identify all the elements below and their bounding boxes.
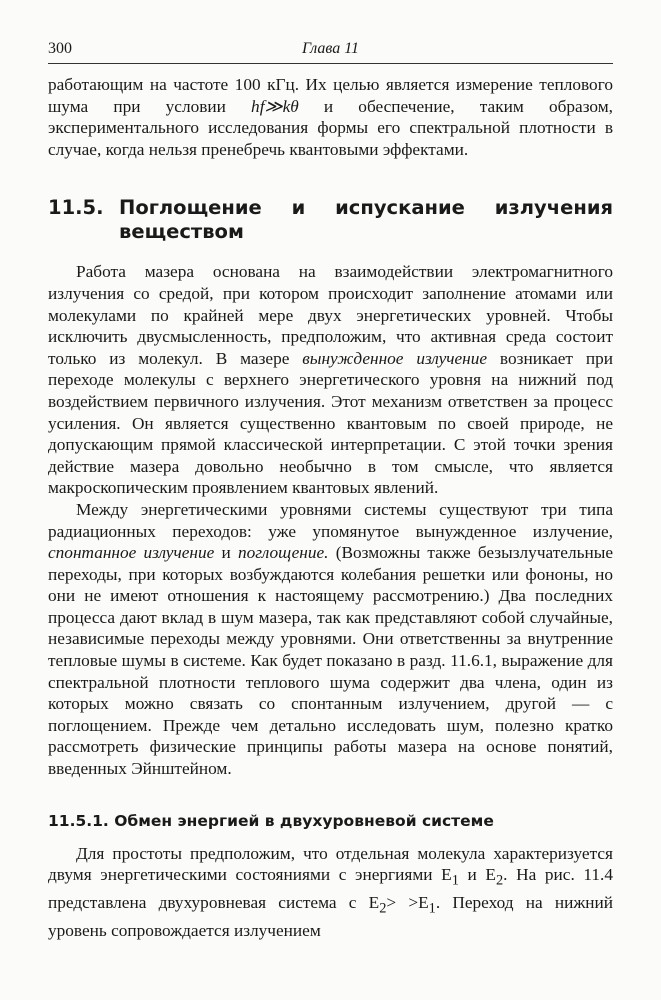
intro-paragraph	[48, 74, 613, 160]
text-run: Для простоты предположим, что отдельная молекула характеризуется двумя энергетическими состояниями с энергиями E	[48, 843, 613, 885]
section-heading	[48, 196, 613, 244]
subscript: 2	[495, 872, 504, 889]
text-run: (Возможны также безызлучательные переходы, при которых возбуждаются колебания решетки или фононы, но они не имеют отношения к настоящему рассмотрению.) Два последних процесса дают вклад в шум мазера, так как представляют собой случайные, независимые переходы между уровнями. Они ответственны за внутренние тепловые шумы в системе. Как будет показано в разд. 11.6.1, выражение для спектральной плотности теплового шума содержит два члена, один из которых можно связать со спонтанным излучением, другой — с поглощением. Прежде чем детально исследовать шум, полезно кратко рассмотреть физические принципы работы мазера на основе понятий, введенных Эйнштейном.	[48, 543, 613, 779]
text-run: работающим на частоте 100 кГц. Их целью является измерение теплового шума при условии	[48, 75, 613, 116]
text-run: и E	[458, 865, 496, 885]
paragraph-two-level-system	[48, 843, 613, 942]
text-run: . Переход на нижний уровень сопровождается излучением	[48, 893, 614, 941]
text-run: Между энергетическими уровнями системы существуют три типа радиационных переходов: уже упомянутое вынужденное излучение,	[48, 499, 613, 541]
emphasis-term: спонтанное излучение	[48, 543, 215, 563]
text-run: > >E	[386, 893, 429, 913]
paragraph-radiative-transitions	[48, 499, 613, 780]
paragraph-maser-principle	[48, 261, 613, 499]
header-rule	[48, 63, 613, 64]
section-title: Поглощение и испускание излучения веществом	[119, 196, 613, 244]
text-run: . На рис. 11.4 представлена двухуровневая система с E	[48, 865, 613, 913]
text-run: Работа мазера основана на взаимодействии электромагнитного излучения со средой, при котором происходит заполнение атомами или молекулами по крайней мере двух энергетических уровней. Чтобы исключить двусмысленность, предположим, что активная среда состоит только из молекул. В мазере	[48, 262, 613, 368]
text-run: возникает при переходе молекулы с верхнего энергетического уровня на нижний под воздействием первичного излучения. Этот механизм ответствен за процесс усиления. Он является существенно квантовым по своей природе, не допускающим прямой классической интерпретации. С этой точки зрения действие мазера довольно необычно в том смысле, что является макроскопическим проявлением квантовых явлений.	[48, 348, 613, 498]
inline-formula: hf≫kθ	[251, 96, 299, 116]
section-number: 11.5.	[48, 196, 104, 220]
text-run: и обеспечение, таким образом, экспериментального исследования формы его спектральной плотности в случае, когда нельзя пренебречь квантовыми эффектами.	[48, 96, 613, 159]
page-number: 300	[48, 40, 72, 57]
emphasis-term: вынужденное излучение	[302, 348, 488, 368]
running-head: Глава 11	[301, 40, 360, 57]
subsection-heading: 11.5.1. Обмен энергией в двухуровневой системе	[48, 811, 494, 830]
subscript: 2	[379, 900, 387, 917]
page-header	[48, 40, 613, 62]
page-body	[48, 74, 613, 942]
subscript: 1	[428, 900, 436, 917]
subscript: 1	[451, 872, 459, 889]
emphasis-term: поглощение.	[237, 543, 329, 563]
text-run: и	[214, 543, 238, 563]
